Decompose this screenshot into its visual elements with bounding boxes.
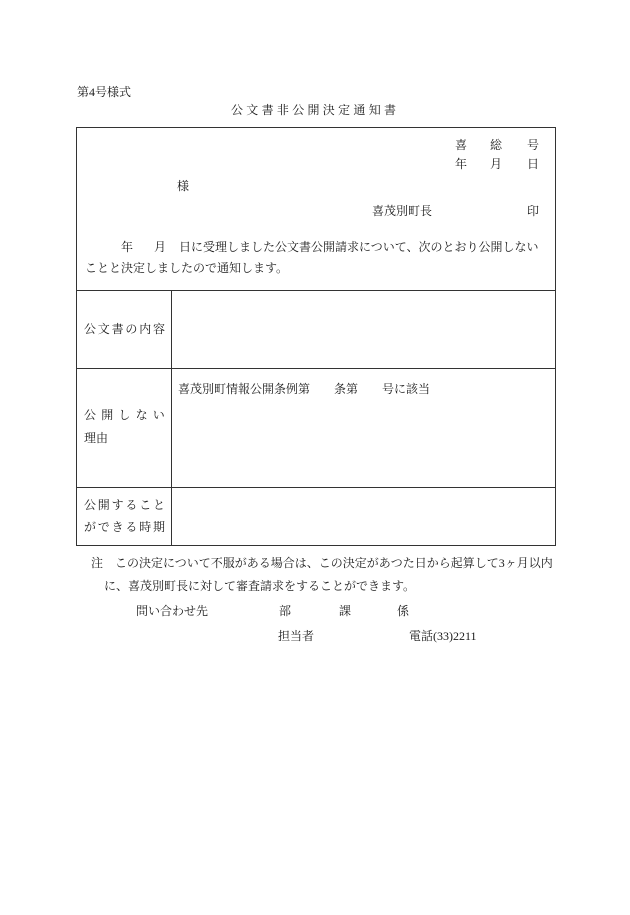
- doc-number-suffix: 号: [527, 138, 540, 152]
- date-month: 月: [490, 157, 503, 171]
- date-day: 日: [527, 157, 540, 171]
- contact-label: 問い合わせ先: [136, 604, 209, 618]
- form-table: [76, 127, 556, 546]
- addressee-suffix: 様: [177, 179, 190, 193]
- note-line-1: 注 この決定について不服がある場合は、この決定があつた日から起算して3ヶ月以内: [91, 556, 553, 570]
- row-label-disclosure-time-line-2: ができる時期: [84, 520, 167, 534]
- row-label-reason-line-1: 公 開 し な い: [84, 408, 165, 422]
- note-line-2: に、喜茂別町長に対して審査請求をすることができます。: [104, 579, 416, 593]
- label-column-divider: [171, 290, 172, 546]
- seal-mark: 印: [527, 204, 540, 218]
- row-label-disclosure-time-line-1: 公開すること: [84, 498, 167, 512]
- doc-number-prefix: 喜: [455, 138, 468, 152]
- table-divider-2: [76, 368, 556, 369]
- document-title: 公 文 書 非 公 開 決 定 通 知 書: [231, 103, 397, 117]
- reason-ordinance-text: 喜茂別町情報公開条例第: [178, 382, 311, 396]
- form-number: 第4号様式: [77, 85, 132, 99]
- contact-subsection: 係: [397, 604, 410, 618]
- contact-department: 部: [279, 604, 292, 618]
- reason-item-text: 号に該当: [382, 382, 431, 396]
- contact-section: 課: [339, 604, 352, 618]
- body-line-2: ことと決定しましたので通知します。: [85, 261, 289, 275]
- body-line-1: 日に受理しました公文書公開請求について、次のとおり公開しない: [179, 240, 539, 254]
- table-divider-3: [76, 487, 556, 488]
- body-month: 月: [154, 240, 167, 254]
- contact-person: 担当者: [278, 629, 315, 643]
- row-label-document-content: 公 文 書 の 内 容: [84, 322, 166, 336]
- reason-article-text: 条第: [334, 382, 359, 396]
- date-year: 年: [455, 157, 468, 171]
- body-year: 年: [121, 240, 134, 254]
- issuer-name: 喜茂別町長: [372, 204, 433, 218]
- table-divider-1: [76, 290, 556, 291]
- doc-number-section: 総: [490, 138, 503, 152]
- contact-phone: 電話(33)2211: [409, 629, 477, 643]
- row-label-reason-line-2: 理由: [84, 431, 109, 445]
